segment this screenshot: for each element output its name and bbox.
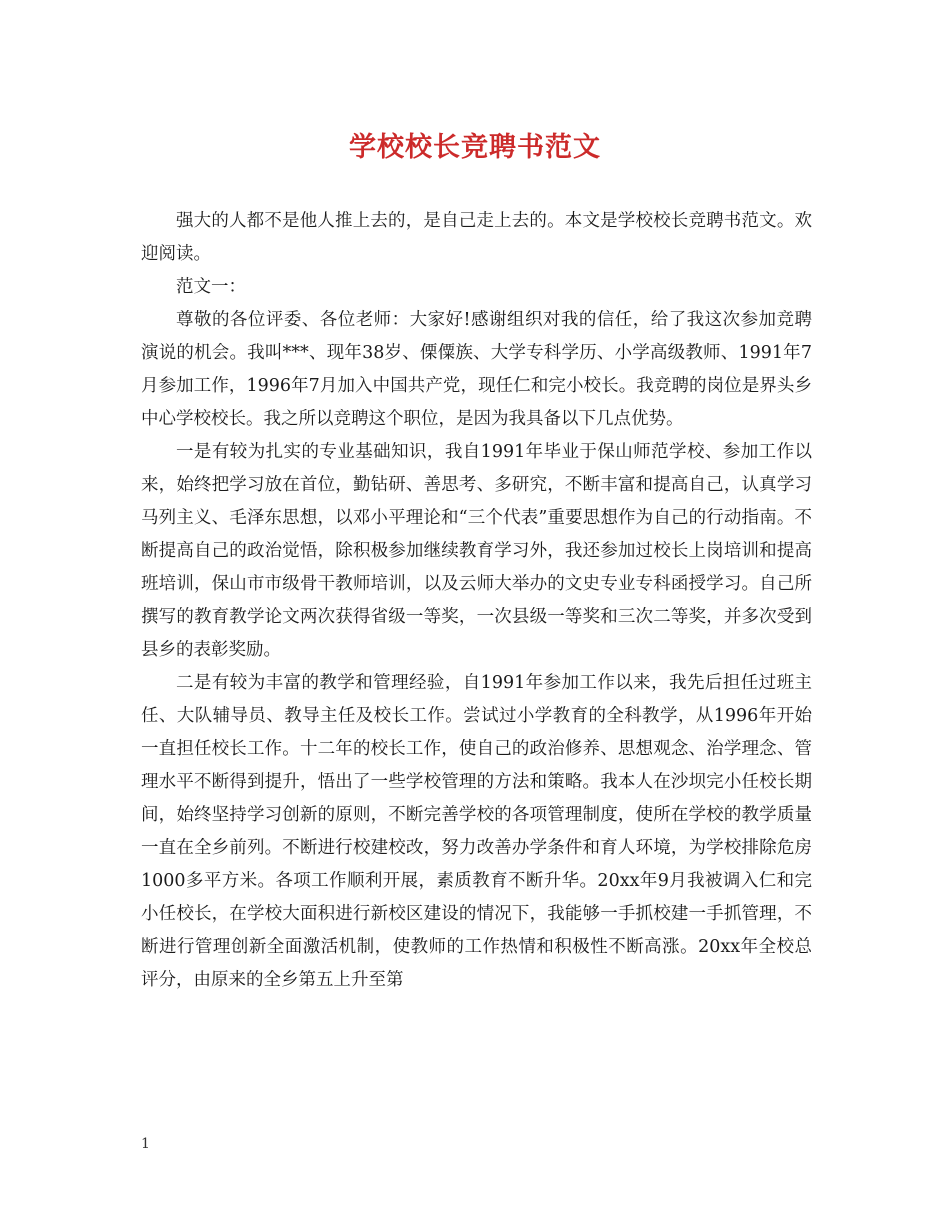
paragraph-greeting: 尊敬的各位评委、各位老师：大家好!感谢组织对我的信任，给了我这次参加竞聘演说的机会。我叫***、现年38岁、傈僳族、大学专科学历、小学高级教师、1991年7月参加工作，1996年7月加入中国共产党，现任仁和完小校长。我竞聘的岗位是界头乡中心学校校长。我之所以竞聘这个职位，是因为我具备以下几点优势。 [141,310,812,429]
document-title: 学校校长竞聘书范文 [349,132,601,163]
paragraph-intro: 强大的人都不是他人推上去的，是自己走上去的。本文是学校校长竞聘书范文。欢迎阅读。 [141,211,812,264]
page-number: 1 [141,1136,150,1152]
paragraph-sample-heading: 范文一： [176,277,246,297]
paragraph-point-one: 一是有较为扎实的专业基础知识，我自1991年毕业于保山师范学校、参加工作以来，始终把学习放在首位，勤钻研、善思考、多研究，不断丰富和提高自己，认真学习马列主义、毛泽东思想，以邓小平理论和“三个代表”重要思想作为自己的行动指南。不断提高自己的政治觉悟，除积极参加继续教育学习外，我还参加过校长上岗培训和提高班培训，保山市市级骨干教师培训，以及云师大举办的文史专业专科函授学习。自己所撰写的教育教学论文两次获得省级一等奖，一次县级一等奖和三次二等奖，并多次受到县乡的表彰奖励。 [141,442,812,660]
paragraph-point-two: 二是有较为丰富的教学和管理经验，自1991年参加工作以来，我先后担任过班主任、大队辅导员、教导主任及校长工作。尝试过小学教育的全科教学，从1996年开始一直担任校长工作。十二年的校长工作，使自己的政治修养、思想观念、治学理念、管理水平不断得到提升，悟出了一些学校管理的方法和策略。我本人在沙坝完小任校长期间，始终坚持学习创新的原则，不断完善学校的各项管理制度，使所在学校的教学质量一直在全乡前列。不断进行校建校改，努力改善办学条件和育人环境，为学校排除危房1000多平方米。各项工作顺利开展，素质教育不断升华。20xx年9月我被调入仁和完小任校长，在学校大面积进行新校区建设的情况下，我能够一手抓校建一手抓管理，不断进行管理创新全面激活机制，使教师的工作热情和积极性不断高涨。20xx年全校总评分，由原来的全乡第五上升至第 [141,673,812,990]
document-body [141,205,812,997]
